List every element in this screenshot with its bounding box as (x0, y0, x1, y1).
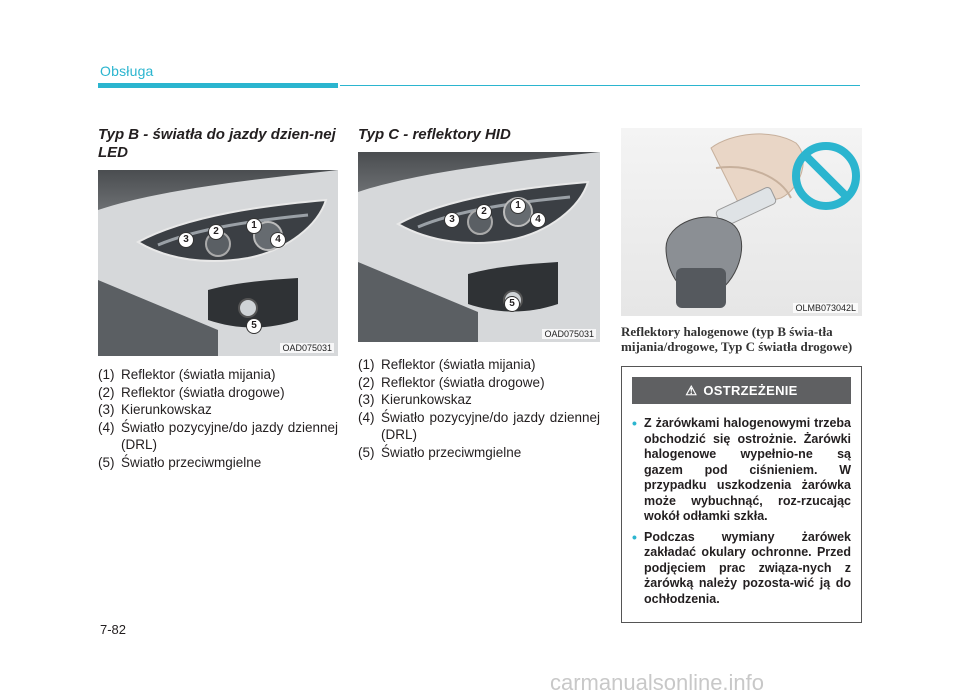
parts-list (98, 366, 338, 471)
column-heading: Typ C - reflektory HID (358, 126, 511, 143)
list-item: (2) Reflektor (światła drogowe) (98, 384, 285, 400)
list-item: (3) Kierunkowskaz (98, 402, 212, 417)
section-title: Obsługa (100, 63, 154, 79)
image-code: OAD075031 (544, 329, 594, 339)
column-type-b (98, 126, 338, 471)
list-item: (2) Reflektor (światła drogowe) (358, 374, 545, 390)
bulb-illustration (621, 128, 862, 316)
column-halogen (621, 128, 862, 623)
warning-header (632, 377, 851, 404)
list-item: (4) Światło pozycyjne/do jazdy dziennej (DRL) (358, 409, 600, 442)
headlight-photo (98, 170, 338, 356)
callout-1: 1 (246, 218, 262, 234)
callout-3: 3 (178, 232, 194, 248)
callout-4: 4 (270, 232, 286, 248)
column-heading: Typ B - światła do jazdy dzien-nej LED (98, 126, 336, 161)
callout-3: 3 (444, 212, 460, 228)
callout-5: 5 (504, 296, 520, 312)
header-rule (340, 85, 860, 86)
callout-1: 1 (510, 198, 526, 214)
list-item: (4) Światło pozycyjne/do jazdy dziennej (DRL) (98, 419, 338, 452)
list-item: (3) Kierunkowskaz (358, 392, 472, 407)
warning-icon: ⚠ (685, 382, 698, 398)
callout-2: 2 (208, 224, 224, 240)
warning-body (632, 416, 851, 607)
list-item: (1) Reflektor (światła mijania) (98, 367, 276, 382)
image-code: OLMB073042L (795, 303, 856, 313)
watermark: carmanualsonline.info (550, 670, 765, 695)
list-item: (5) Światło przeciwmgielne (358, 444, 522, 460)
figure-caption: Reflektory halogenowe (typ B świa-tła mijania/drogowe, Typ C światła drogowe) (621, 324, 853, 354)
warning-bullet: • Podczas wymiany żarówek zakładać okulary ochronne. Przed podjęciem prac związa-nych z żarówką należy pozosta-wić ją do ochłodzenia. (632, 528, 851, 606)
callout-5: 5 (246, 318, 262, 334)
list-item: (5) Światło przeciwmgielne (98, 454, 262, 470)
headlight-illustration (98, 170, 338, 356)
headlight-photo (358, 152, 600, 342)
halogen-bulb-photo (621, 128, 862, 316)
warning-box (621, 366, 862, 623)
page-number: 7-82 (100, 622, 127, 637)
headlight-illustration (358, 152, 600, 342)
parts-list (358, 356, 600, 461)
list-item: (1) Reflektor (światła mijania) (358, 357, 536, 372)
callout-2: 2 (476, 204, 492, 220)
bullet-icon: • (632, 415, 637, 431)
callout-4: 4 (530, 212, 546, 228)
column-type-c (358, 126, 600, 461)
header-rule-accent (98, 83, 338, 88)
warning-bullet: • Z żarówkami halogenowymi trzeba obchodzić się ostrożnie. Żarówki halogenowe wypełnio-ne są gazem pod ciśnieniem. W przypadku uszkodzenia żarówka może wybuchnąć, roz-rzucając wokół odłamki szkła. (632, 415, 851, 523)
image-code: OAD075031 (282, 343, 332, 353)
bullet-icon: • (632, 528, 637, 545)
warning-title: OSTRZEŻENIE (703, 383, 798, 398)
